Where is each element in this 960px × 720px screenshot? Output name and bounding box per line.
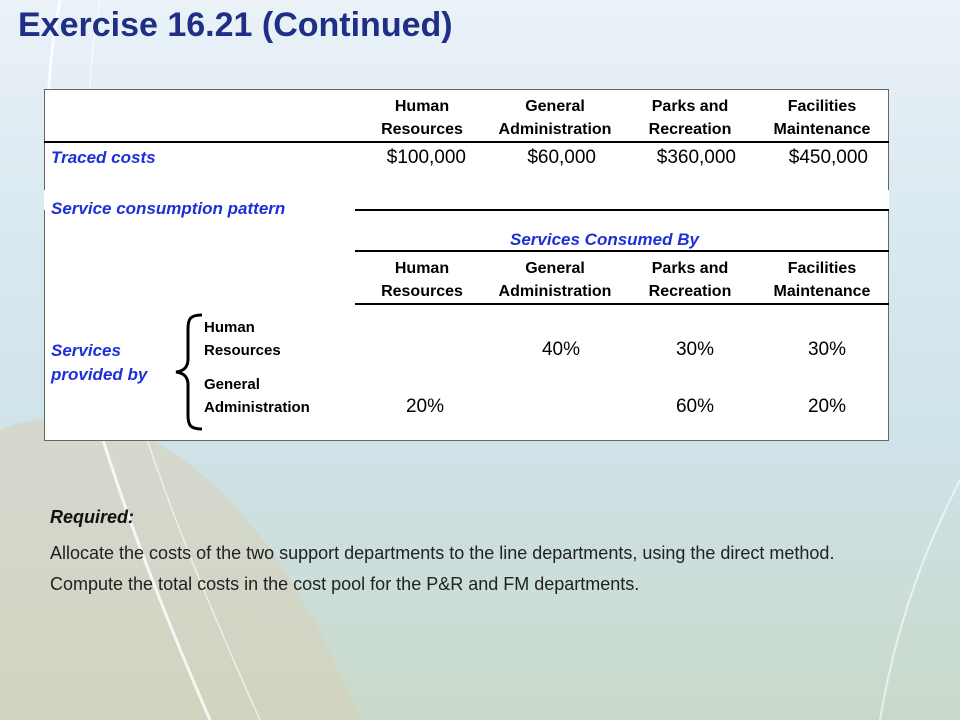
col-header-human-resources: Human Resources xyxy=(381,98,463,138)
services-consumed-by-label: Services Consumed By xyxy=(510,230,699,249)
header-divider xyxy=(44,141,889,143)
brace-icon xyxy=(172,313,204,431)
consumed-by-divider xyxy=(355,250,889,252)
slide-title: Exercise 16.21 (Continued) xyxy=(18,6,453,44)
col-header-general-administration: General Administration xyxy=(498,98,612,138)
col-header-facilities-maintenance: Facilities Maintenance xyxy=(773,98,871,138)
col-header-facilities-maintenance-2: Facilities Maintenance xyxy=(773,260,871,300)
col-header-parks-recreation-2: Parks and Recreation xyxy=(648,260,732,300)
required-label: Required: xyxy=(50,507,135,527)
hr-to-ga-pct: 40% xyxy=(541,339,580,360)
required-instructions: Allocate the costs of the two support departments to the line departments, using the direct method. Compute the total costs in the cost pool for the P&R and FM departments. xyxy=(50,543,835,594)
provider-row-human-resources: Human Resources xyxy=(204,319,281,359)
provider-row-general-administration: General Administration xyxy=(204,376,310,416)
col-header-human-resources-2: Human Resources xyxy=(381,260,463,300)
ga-to-pr-pct: 60% xyxy=(675,396,714,417)
second-header-divider xyxy=(355,303,889,305)
traced-costs-label: Traced costs xyxy=(51,148,156,167)
col-header-general-administration-2: General Administration xyxy=(498,260,612,300)
hr-to-fm-pct: 30% xyxy=(807,339,846,360)
services-provided-by-label: Services provided by xyxy=(51,341,148,384)
hr-to-pr-pct: 30% xyxy=(675,339,714,360)
traced-cost-pr: $360,000 xyxy=(656,147,736,168)
traced-cost-hr: $100,000 xyxy=(386,147,466,168)
service-consumption-label: Service consumption pattern xyxy=(51,199,286,218)
col-header-parks-recreation: Parks and Recreation xyxy=(648,98,732,138)
traced-cost-fm: $450,000 xyxy=(788,147,868,168)
ga-to-hr-pct: 20% xyxy=(405,396,444,417)
ga-to-fm-pct: 20% xyxy=(807,396,846,417)
traced-cost-ga: $60,000 xyxy=(527,147,596,168)
consumption-divider xyxy=(355,209,889,211)
